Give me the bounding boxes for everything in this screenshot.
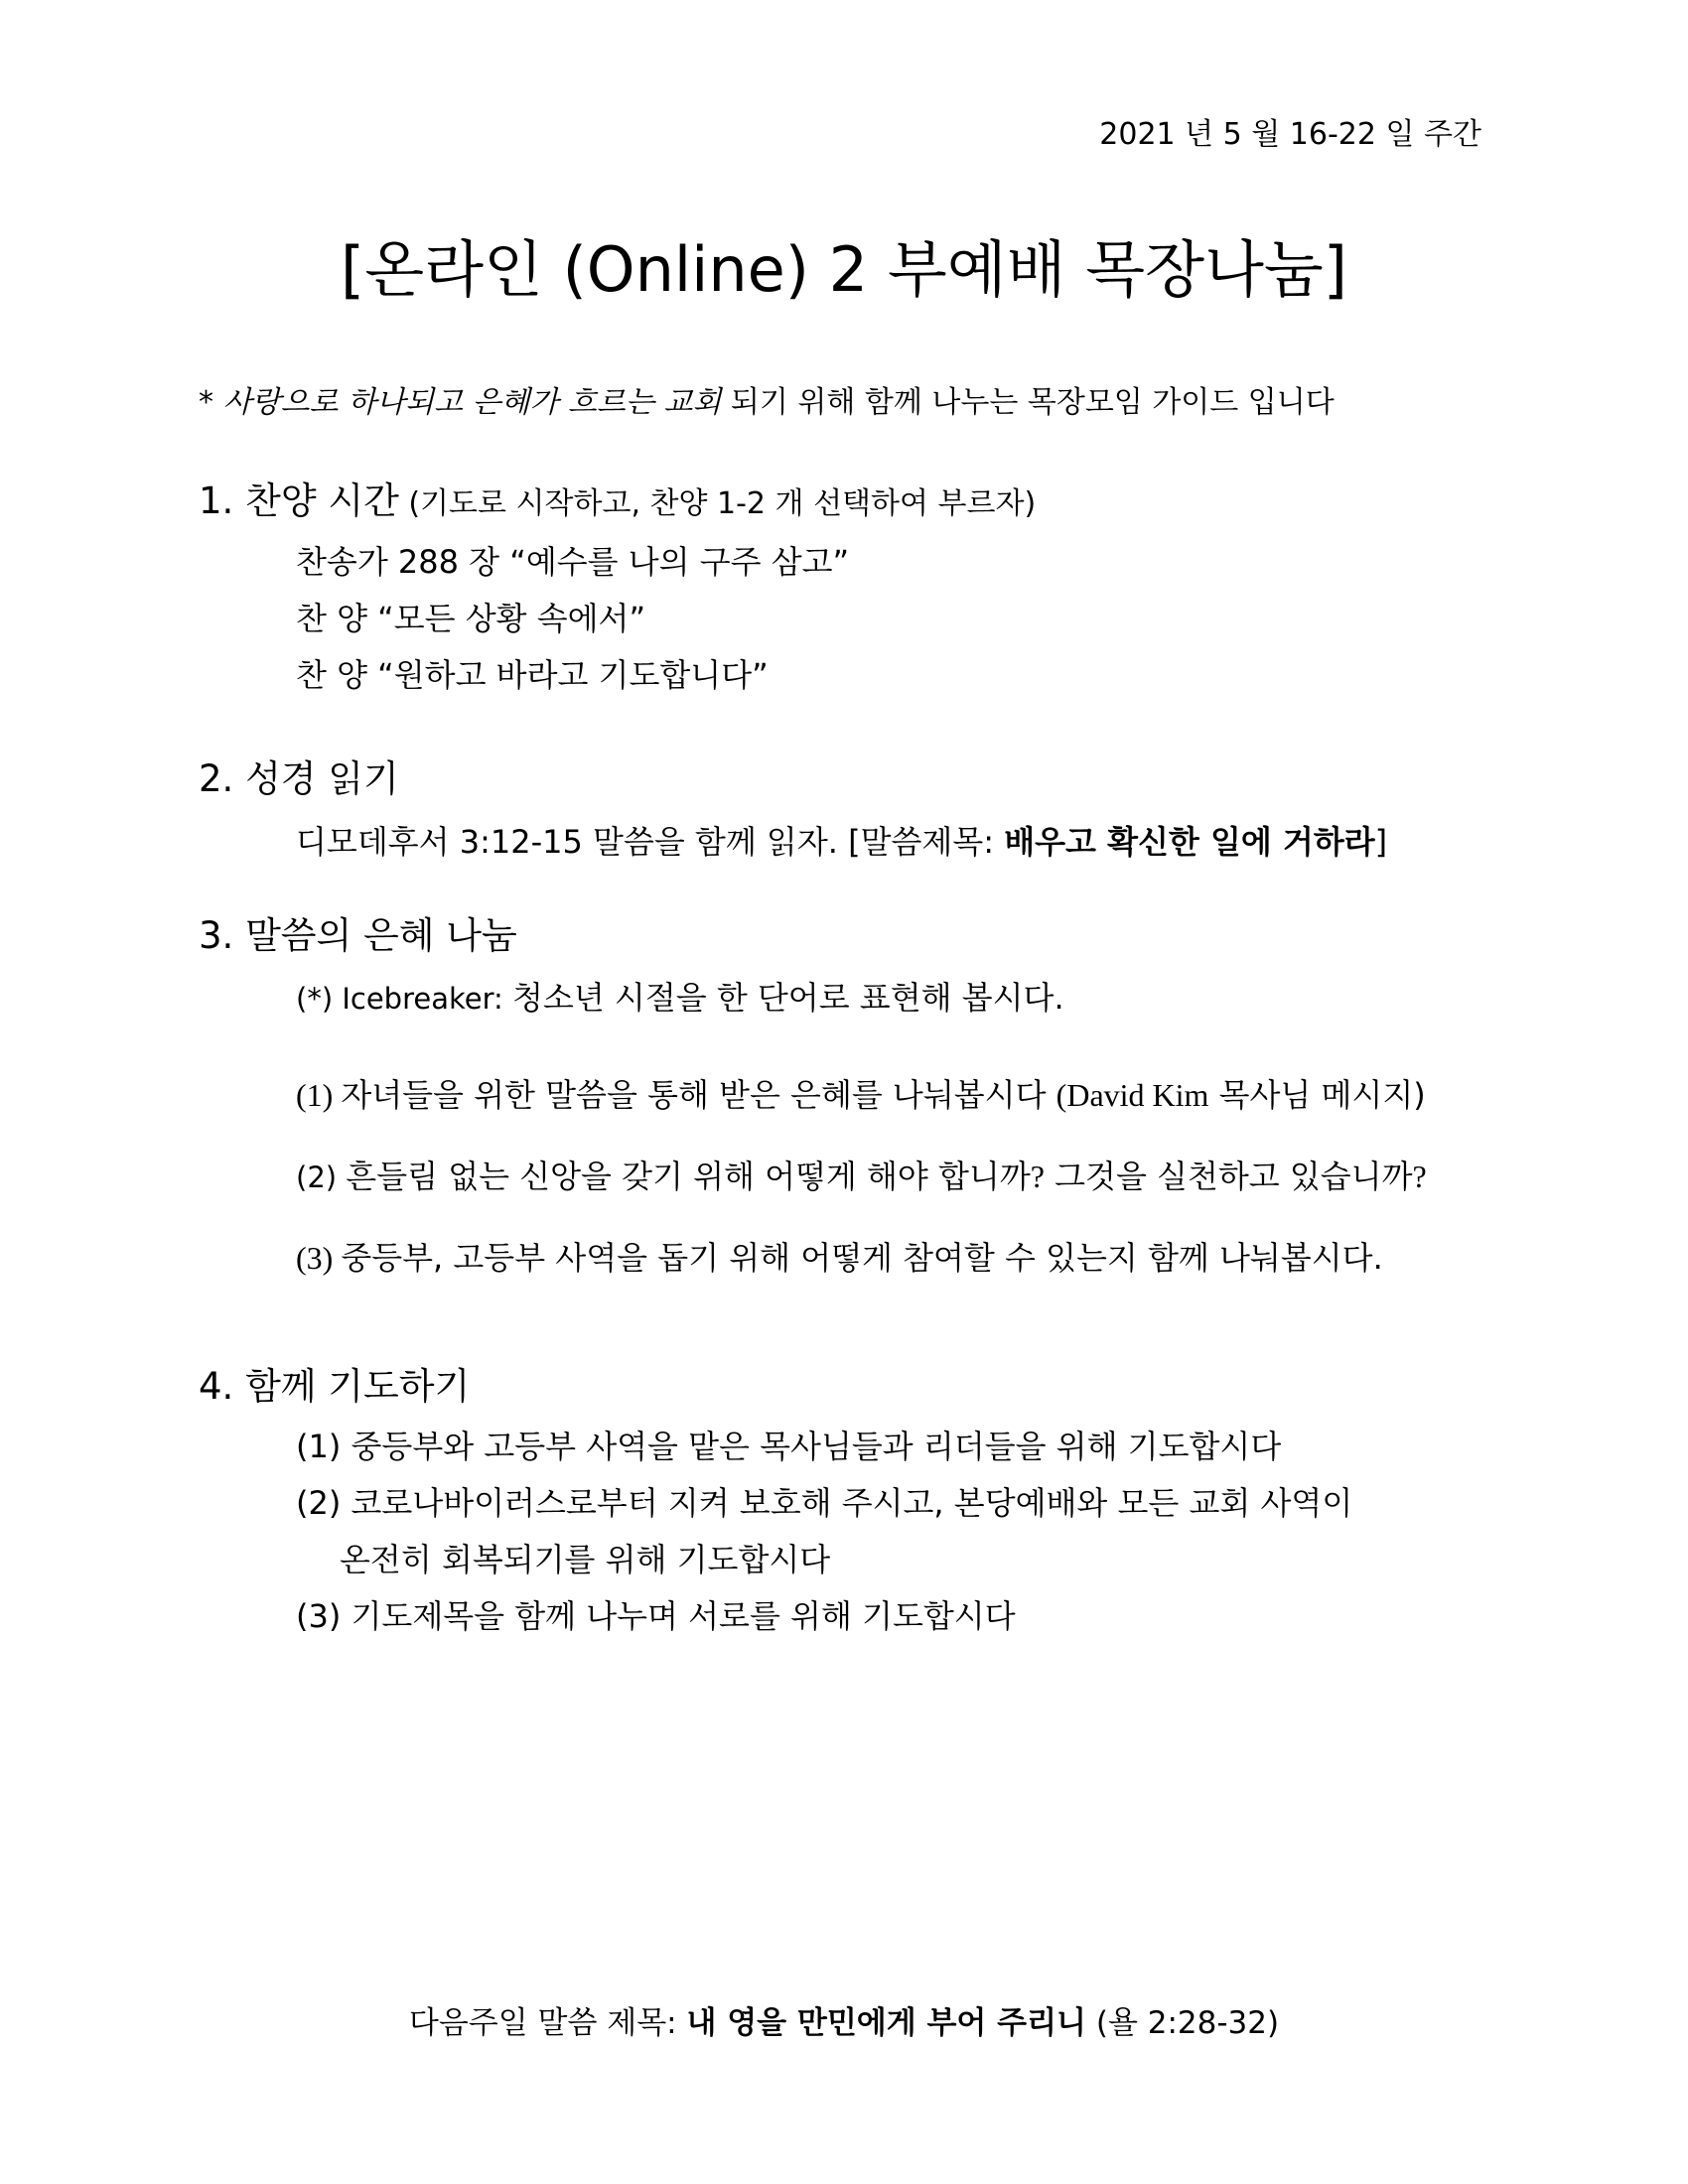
question-3	[296, 1233, 1383, 1279]
question-2-text-2: 그것을 실천하고 있습니까	[1044, 1158, 1413, 1195]
question-2-mark-2: ?	[1412, 1159, 1427, 1194]
question-3-number: (3)	[296, 1240, 342, 1276]
section-2-heading: 2. 성경 읽기	[199, 757, 399, 800]
question-2-number: (2)	[296, 1160, 347, 1194]
hymn-line: 찬송가 288 장 “예수를 나의 구주 삼고”	[296, 543, 850, 581]
question-1-end: 목사님 메시지)	[1208, 1076, 1426, 1114]
section-1-note: (기도로 시작하고, 찬양 1-2 개 선택하여 부르자)	[398, 486, 1037, 521]
section-1-heading	[199, 471, 1036, 524]
scripture-close: ]	[1374, 823, 1388, 861]
sermon-title: 배우고 확신한 일에 거하라	[1004, 823, 1375, 861]
question-1-number: (1)	[296, 1077, 342, 1113]
intro-italic: 사랑으로 하나되고 은혜가 흐르는 교회	[222, 385, 722, 420]
intro-rest: 되기 위해 함께 나누는 목장모임 가이드 입니다	[721, 385, 1335, 420]
intro-line	[199, 377, 1335, 421]
section-1-title: 찬양 시간	[245, 479, 399, 522]
intro-star: *	[199, 385, 223, 420]
section-4-heading: 4. 함께 기도하기	[199, 1365, 471, 1408]
week-date: 2021 년 5 월 16-22 일 주간	[1099, 117, 1481, 152]
question-2-mark-1: ?	[1030, 1159, 1045, 1194]
next-sermon	[0, 1997, 1688, 2042]
question-1-text: 자녀들을 위한 말씀을 통해 받은 은혜를 나눠봅시다	[341, 1076, 1056, 1114]
section-1-number: 1.	[199, 479, 246, 522]
scripture-text: 디모데후서 3:12-15 말씀을 함께 읽자. [말씀제목:	[296, 823, 1005, 861]
prayer-3: (3) 기도제목을 함께 나누며 서로를 위해 기도합시다	[296, 1597, 1016, 1635]
section-3-heading: 3. 말씀의 은혜 나눔	[199, 914, 517, 957]
scripture-reading	[296, 817, 1387, 863]
icebreaker-text: 청소년 시절을 한 단어로 표현해 봅시다.	[512, 979, 1064, 1017]
question-1-paren: (David Kim	[1055, 1077, 1209, 1113]
icebreaker-line	[296, 973, 1064, 1019]
next-sermon-reference: (욜 2:28-32)	[1086, 2005, 1280, 2041]
prayer-2-continued: 온전히 회복되기를 위해 기도합시다	[340, 1541, 831, 1578]
icebreaker-label: (*) Icebreaker:	[296, 982, 512, 1016]
question-2	[296, 1152, 1427, 1197]
question-3-text: 중등부, 고등부 사역을 돕기 위해 어떻게 참여할 수 있는지 함께 나눠봅시다.	[341, 1239, 1383, 1277]
question-2-text: 흔들림 없는 신앙을 갖기 위해 어떻게 해야 합니까	[346, 1158, 1031, 1195]
praise-line-1: 찬 양 “모든 상황 속에서”	[296, 600, 646, 637]
next-sermon-label: 다음주일 말씀 제목:	[408, 2005, 687, 2041]
next-sermon-title: 내 영을 만민에게 부어 주리니	[686, 2005, 1086, 2041]
praise-line-2: 찬 양 “원하고 바라고 기도합니다”	[296, 656, 769, 694]
prayer-1: (1) 중등부와 고등부 사역을 맡은 목사님들과 리더들을 위해 기도합시다	[296, 1428, 1282, 1465]
prayer-2: (2) 코로나바이러스로부터 지켜 보호해 주시고, 본당예배와 모든 교회 사역이	[296, 1484, 1353, 1522]
question-1	[296, 1070, 1426, 1116]
page-title: [온라인 (Online) 2 부예배 목장나눔]	[341, 233, 1347, 306]
